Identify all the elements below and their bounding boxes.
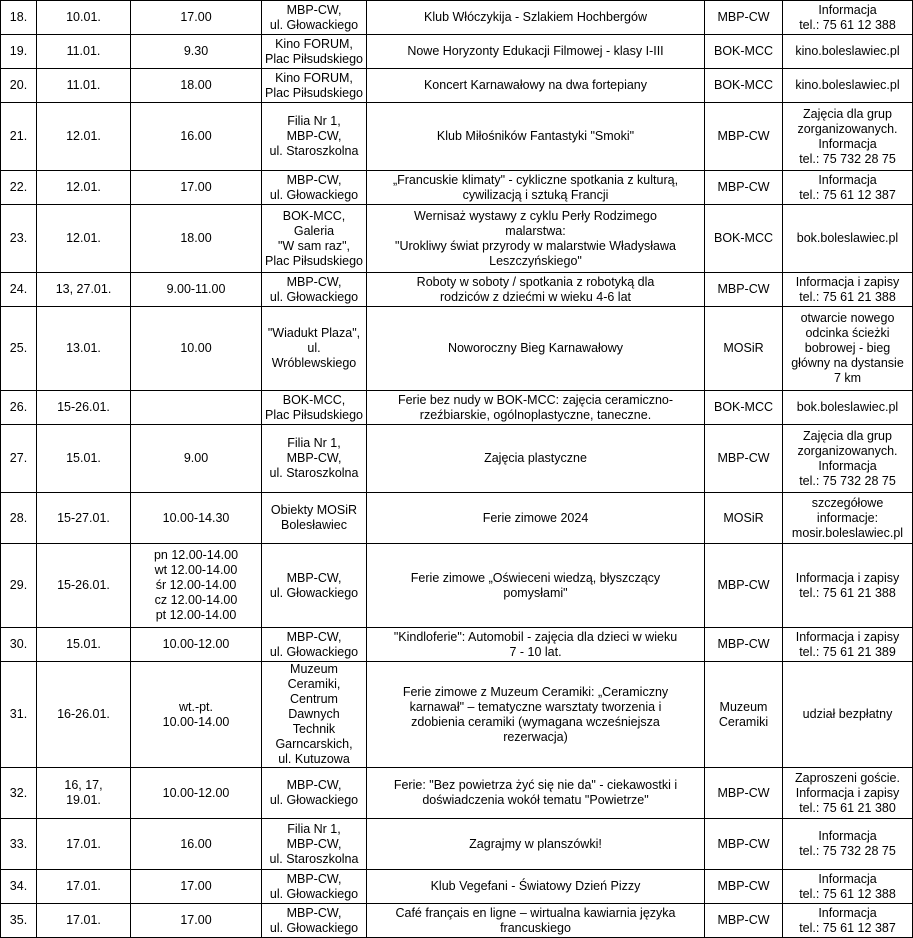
- event-date-cell: 12.01.: [37, 171, 131, 205]
- row-number-cell: 21.: [1, 103, 37, 171]
- event-date-cell: 15-26.01.: [37, 391, 131, 425]
- event-info-cell: Informacja tel.: 75 61 12 387: [783, 171, 913, 205]
- event-organizer-cell: MBP-CW: [705, 103, 783, 171]
- event-organizer-cell: MBP-CW: [705, 1, 783, 35]
- event-date-cell: 13.01.: [37, 307, 131, 391]
- table-row: [1, 544, 913, 628]
- event-title-cell: Ferie zimowe z Muzeum Ceramiki: „Ceramiczny karnawał" – tematyczne warsztaty tworzenia i zdobienia ceramiki (wymagana wcześniejsza rezerwacja): [367, 662, 705, 768]
- event-organizer-cell: MBP-CW: [705, 870, 783, 904]
- event-time-cell: 9.00-11.00: [131, 273, 262, 307]
- event-place-cell: MBP-CW, ul. Głowackiego: [262, 904, 367, 938]
- event-date-cell: 16, 17, 19.01.: [37, 768, 131, 819]
- row-number-cell: 27.: [1, 425, 37, 493]
- event-time-cell: wt.-pt. 10.00-14.00: [131, 662, 262, 768]
- table-row: [1, 904, 913, 938]
- table-body: [1, 1, 913, 938]
- event-organizer-cell: MBP-CW: [705, 425, 783, 493]
- table-row: [1, 493, 913, 544]
- event-place-cell: BOK-MCC, Galeria "W sam raz", Plac Piłsudskiego: [262, 205, 367, 273]
- event-title-cell: Klub Vegefani - Światowy Dzień Pizzy: [367, 870, 705, 904]
- table-row: [1, 870, 913, 904]
- row-number-cell: 25.: [1, 307, 37, 391]
- event-organizer-cell: MBP-CW: [705, 171, 783, 205]
- event-title-cell: Zagrajmy w planszówki!: [367, 819, 705, 870]
- event-place-cell: Filia Nr 1, MBP-CW, ul. Staroszkolna: [262, 819, 367, 870]
- event-info-cell: udział bezpłatny: [783, 662, 913, 768]
- event-info-cell: Informacja i zapisy tel.: 75 61 21 388: [783, 273, 913, 307]
- table-row: [1, 391, 913, 425]
- event-organizer-cell: BOK-MCC: [705, 35, 783, 69]
- table-row: [1, 425, 913, 493]
- row-number-cell: 28.: [1, 493, 37, 544]
- event-date-cell: 17.01.: [37, 819, 131, 870]
- event-organizer-cell: MOSiR: [705, 493, 783, 544]
- event-place-cell: Filia Nr 1, MBP-CW, ul. Staroszkolna: [262, 103, 367, 171]
- event-time-cell: 18.00: [131, 69, 262, 103]
- event-time-cell: 10.00: [131, 307, 262, 391]
- event-title-cell: „Francuskie klimaty" - cykliczne spotkania z kulturą, cywilizacją i sztuką Francji: [367, 171, 705, 205]
- event-title-cell: Klub Miłośników Fantastyki "Smoki": [367, 103, 705, 171]
- event-date-cell: 15-27.01.: [37, 493, 131, 544]
- event-info-cell: bok.boleslawiec.pl: [783, 391, 913, 425]
- event-title-cell: Koncert Karnawałowy na dwa fortepiany: [367, 69, 705, 103]
- event-title-cell: Noworoczny Bieg Karnawałowy: [367, 307, 705, 391]
- event-organizer-cell: BOK-MCC: [705, 205, 783, 273]
- event-title-cell: Ferie bez nudy w BOK-MCC: zajęcia ceramiczno- rzeźbiarskie, ogólnoplastyczne, taneczne.: [367, 391, 705, 425]
- event-info-cell: Informacja i zapisy tel.: 75 61 21 389: [783, 628, 913, 662]
- event-place-cell: Muzeum Ceramiki, Centrum Dawnych Technik Garncarskich, ul. Kutuzowa: [262, 662, 367, 768]
- event-place-cell: Filia Nr 1, MBP-CW, ul. Staroszkolna: [262, 425, 367, 493]
- event-info-cell: Informacja i zapisy tel.: 75 61 21 388: [783, 544, 913, 628]
- event-place-cell: MBP-CW, ul. Głowackiego: [262, 171, 367, 205]
- row-number-cell: 22.: [1, 171, 37, 205]
- table-row: [1, 69, 913, 103]
- table-row: [1, 768, 913, 819]
- event-date-cell: 15.01.: [37, 425, 131, 493]
- event-place-cell: MBP-CW, ul. Głowackiego: [262, 628, 367, 662]
- table-row: [1, 307, 913, 391]
- table-row: [1, 819, 913, 870]
- event-place-cell: Kino FORUM, Plac Piłsudskiego: [262, 35, 367, 69]
- row-number-cell: 32.: [1, 768, 37, 819]
- event-organizer-cell: MBP-CW: [705, 544, 783, 628]
- event-date-cell: 17.01.: [37, 904, 131, 938]
- event-place-cell: Obiekty MOSiR Bolesławiec: [262, 493, 367, 544]
- event-date-cell: 12.01.: [37, 103, 131, 171]
- table-row: [1, 662, 913, 768]
- row-number-cell: 29.: [1, 544, 37, 628]
- event-date-cell: 13, 27.01.: [37, 273, 131, 307]
- row-number-cell: 31.: [1, 662, 37, 768]
- event-time-cell: 18.00: [131, 205, 262, 273]
- event-time-cell: 10.00-12.00: [131, 768, 262, 819]
- event-organizer-cell: MBP-CW: [705, 768, 783, 819]
- event-date-cell: 10.01.: [37, 1, 131, 35]
- event-title-cell: Ferie zimowe „Oświeceni wiedzą, błyszczący pomysłami": [367, 544, 705, 628]
- row-number-cell: 24.: [1, 273, 37, 307]
- event-info-cell: otwarcie nowego odcinka ścieżki bobrowej - bieg główny na dystansie 7 km: [783, 307, 913, 391]
- event-info-cell: kino.boleslawiec.pl: [783, 35, 913, 69]
- event-time-cell: 17.00: [131, 870, 262, 904]
- event-date-cell: 17.01.: [37, 870, 131, 904]
- event-date-cell: 11.01.: [37, 69, 131, 103]
- event-date-cell: 16-26.01.: [37, 662, 131, 768]
- event-time-cell: 17.00: [131, 904, 262, 938]
- event-title-cell: Klub Włóczykija - Szlakiem Hochbergów: [367, 1, 705, 35]
- row-number-cell: 20.: [1, 69, 37, 103]
- table-row: [1, 171, 913, 205]
- event-time-cell: 10.00-14.30: [131, 493, 262, 544]
- table-row: [1, 1, 913, 35]
- event-place-cell: MBP-CW, ul. Głowackiego: [262, 768, 367, 819]
- event-title-cell: Roboty w soboty / spotkania z robotyką dla rodziców z dziećmi w wieku 4-6 lat: [367, 273, 705, 307]
- event-organizer-cell: MBP-CW: [705, 819, 783, 870]
- event-place-cell: MBP-CW, ul. Głowackiego: [262, 273, 367, 307]
- event-info-cell: bok.boleslawiec.pl: [783, 205, 913, 273]
- table-row: [1, 273, 913, 307]
- table-row: [1, 628, 913, 662]
- event-place-cell: BOK-MCC, Plac Piłsudskiego: [262, 391, 367, 425]
- event-title-cell: "Kindloferie": Automobil - zajęcia dla dzieci w wieku 7 - 10 lat.: [367, 628, 705, 662]
- event-date-cell: 11.01.: [37, 35, 131, 69]
- row-number-cell: 33.: [1, 819, 37, 870]
- row-number-cell: 34.: [1, 870, 37, 904]
- event-organizer-cell: MBP-CW: [705, 628, 783, 662]
- event-place-cell: MBP-CW, ul. Głowackiego: [262, 870, 367, 904]
- event-title-cell: Nowe Horyzonty Edukacji Filmowej - klasy I-III: [367, 35, 705, 69]
- row-number-cell: 26.: [1, 391, 37, 425]
- event-date-cell: 15.01.: [37, 628, 131, 662]
- event-title-cell: Ferie: "Bez powietrza żyć się nie da" - ciekawostki i doświadczenia wokół tematu "Powietrze": [367, 768, 705, 819]
- event-time-cell: pn 12.00-14.00 wt 12.00-14.00 śr 12.00-14.00 cz 12.00-14.00 pt 12.00-14.00: [131, 544, 262, 628]
- row-number-cell: 18.: [1, 1, 37, 35]
- event-title-cell: Ferie zimowe 2024: [367, 493, 705, 544]
- event-place-cell: "Wiadukt Plaza", ul. Wróblewskiego: [262, 307, 367, 391]
- event-place-cell: MBP-CW, ul. Głowackiego: [262, 544, 367, 628]
- event-date-cell: 15-26.01.: [37, 544, 131, 628]
- event-title-cell: Wernisaż wystawy z cyklu Perły Rodzimego malarstwa: "Urokliwy świat przyrody w malarstwie Władysława Leszczyńskiego": [367, 205, 705, 273]
- row-number-cell: 30.: [1, 628, 37, 662]
- event-info-cell: Zaproszeni goście. Informacja i zapisy tel.: 75 61 21 380: [783, 768, 913, 819]
- event-info-cell: szczegółowe informacje: mosir.boleslawiec.pl: [783, 493, 913, 544]
- event-time-cell: 17.00: [131, 1, 262, 35]
- event-organizer-cell: BOK-MCC: [705, 391, 783, 425]
- event-info-cell: Informacja tel.: 75 61 12 388: [783, 1, 913, 35]
- event-title-cell: Café français en ligne – wirtualna kawiarnia języka francuskiego: [367, 904, 705, 938]
- row-number-cell: 23.: [1, 205, 37, 273]
- row-number-cell: 19.: [1, 35, 37, 69]
- event-info-cell: Informacja tel.: 75 732 28 75: [783, 819, 913, 870]
- event-place-cell: MBP-CW, ul. Głowackiego: [262, 1, 367, 35]
- event-time-cell: [131, 391, 262, 425]
- event-info-cell: Zajęcia dla grup zorganizowanych. Informacja tel.: 75 732 28 75: [783, 425, 913, 493]
- event-title-cell: Zajęcia plastyczne: [367, 425, 705, 493]
- table-row: [1, 35, 913, 69]
- event-time-cell: 16.00: [131, 819, 262, 870]
- table-row: [1, 205, 913, 273]
- event-info-cell: Informacja tel.: 75 61 12 388: [783, 870, 913, 904]
- event-organizer-cell: MOSiR: [705, 307, 783, 391]
- event-organizer-cell: MBP-CW: [705, 273, 783, 307]
- event-organizer-cell: MBP-CW: [705, 904, 783, 938]
- event-place-cell: Kino FORUM, Plac Piłsudskiego: [262, 69, 367, 103]
- event-time-cell: 16.00: [131, 103, 262, 171]
- event-info-cell: kino.boleslawiec.pl: [783, 69, 913, 103]
- row-number-cell: 35.: [1, 904, 37, 938]
- event-info-cell: Zajęcia dla grup zorganizowanych. Informacja tel.: 75 732 28 75: [783, 103, 913, 171]
- event-organizer-cell: BOK-MCC: [705, 69, 783, 103]
- event-date-cell: 12.01.: [37, 205, 131, 273]
- event-organizer-cell: Muzeum Ceramiki: [705, 662, 783, 768]
- event-time-cell: 10.00-12.00: [131, 628, 262, 662]
- event-time-cell: 9.30: [131, 35, 262, 69]
- event-time-cell: 9.00: [131, 425, 262, 493]
- table-row: [1, 103, 913, 171]
- event-info-cell: Informacja tel.: 75 61 12 387: [783, 904, 913, 938]
- event-time-cell: 17.00: [131, 171, 262, 205]
